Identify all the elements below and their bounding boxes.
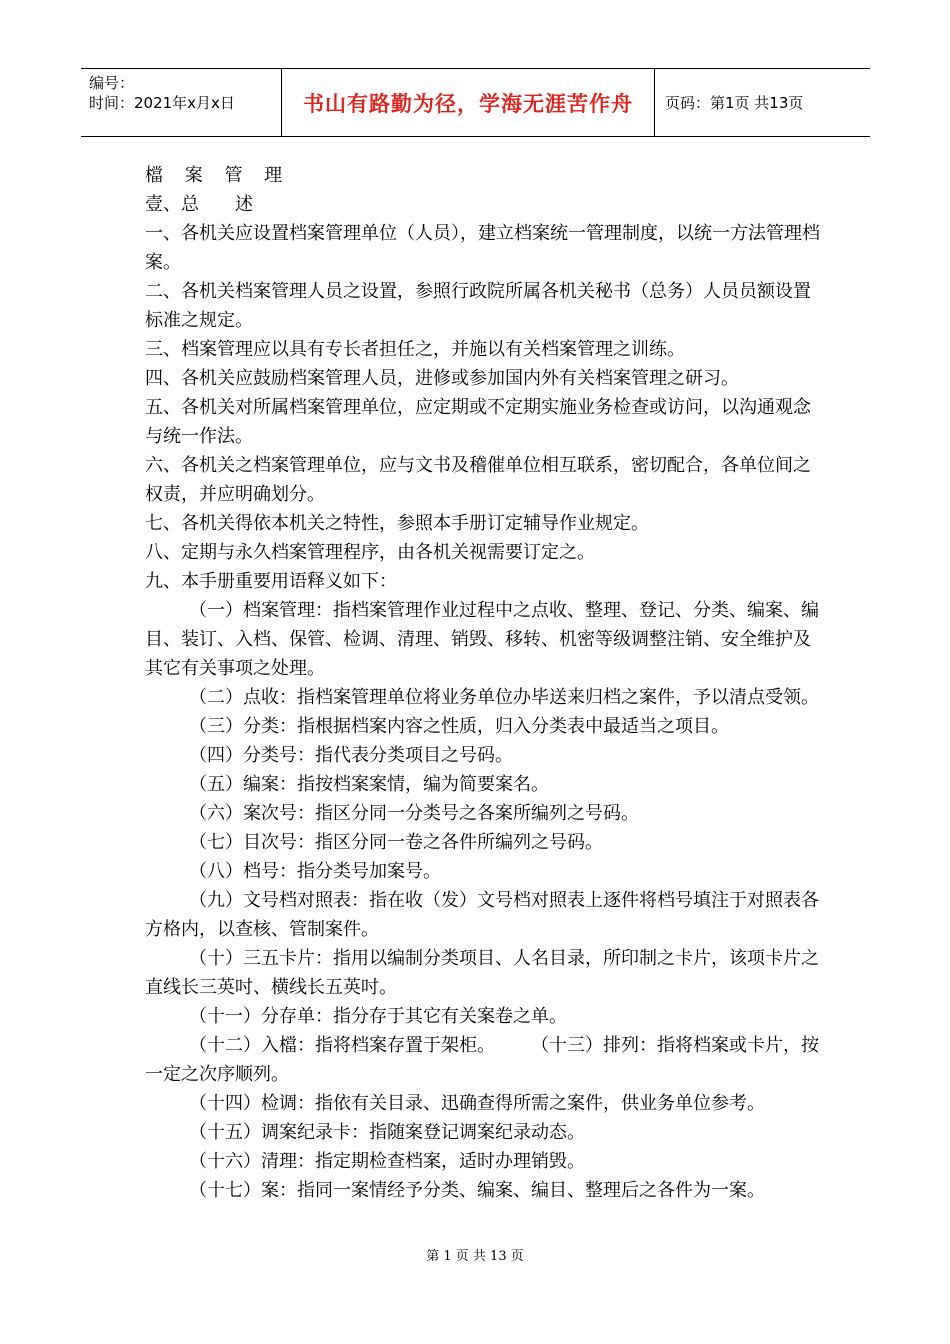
definition-item: （三）分类：指根据档案内容之性质，归入分类表中最适当之项目。	[189, 716, 729, 737]
article-paragraph: 九、本手册重要用语释义如下：	[145, 571, 397, 592]
definition-item: （十六）清理：指定期检查档案，适时办理销毁。	[189, 1151, 585, 1172]
definition-item: （十一）分存单：指分存于其它有关案卷之单。	[189, 1006, 567, 1027]
document-title: 檔 案 管 理	[145, 165, 291, 186]
article-paragraph: 三、档案管理应以具有专长者担任之，并施以有关档案管理之训练。	[145, 339, 685, 360]
section-heading: 壹、总 述	[145, 194, 253, 215]
definition-item: （八）档号：指分类号加案号。	[189, 861, 441, 882]
definition-item: （四）分类号：指代表分类项目之号码。	[189, 745, 513, 766]
document-body	[145, 161, 825, 1205]
header-page-info: 页码：第1页 共13页	[665, 94, 804, 112]
header-meta	[81, 69, 281, 136]
definition-item: （二）点收：指档案管理单位将业务单位办毕送来归档之案件，予以清点受领。	[189, 687, 819, 708]
definition-item: （十五）调案纪录卡：指随案登记调案纪录动态。	[189, 1122, 585, 1143]
article-paragraph: 四、各机关应鼓励档案管理人员，进修或参加国内外有关档案管理之研习。	[145, 368, 739, 389]
definition-item: （六）案次号：指区分同一分类号之各案所编列之号码。	[189, 803, 639, 824]
definition-item: （十七）案：指同一案情经予分类、编案、编目、整理后之各件为一案。	[189, 1180, 765, 1201]
definition-item: （十）三五卡片：指用以编制分类项目、人名目录，所印制之卡片，该项卡片之直线长三英吋、横线长五英吋。	[145, 948, 819, 998]
page-footer: 第 1 页 共 13 页	[426, 1249, 524, 1264]
article-paragraph: 五、各机关对所属档案管理单位，应定期或不定期实施业务检查或访问，以沟通观念与统一作法。	[145, 397, 811, 447]
definition-item: （十二）入檔：指将档案存置于架柜。 （十三）排列：指将档案或卡片，按一定之次序顺列。	[145, 1035, 819, 1085]
definition-item: （七）目次号：指区分同一卷之各件所编列之号码。	[189, 832, 603, 853]
header-motto: 书山有路勤为径，学海无涯苦作舟	[281, 69, 655, 136]
article-paragraph: 二、各机关档案管理人员之设置，参照行政院所属各机关秘书（总务）人员员额设置标准之规定。	[145, 281, 811, 331]
definition-item: （十四）检调：指依有关目录、迅确查得所需之案件，供业务单位参考。	[189, 1093, 765, 1114]
definition-item: （五）编案：指按档案案情，编为简要案名。	[189, 774, 549, 795]
article-paragraph: 六、各机关之档案管理单位，应与文书及稽催单位相互联系，密切配合，各单位间之权责，并应明确划分。	[145, 455, 811, 505]
page-header	[81, 68, 870, 137]
definition-item: （一）档案管理：指档案管理作业过程中之点收、整理、登记、分类、编案、编目、装订、入档、保管、检调、清理、销毁、移转、机密等级调整注销、安全维护及其它有关事项之处理。	[145, 600, 819, 679]
document-number-label: 编号：	[89, 74, 135, 92]
article-paragraph: 八、定期与永久档案管理程序，由各机关视需要订定之。	[145, 542, 595, 563]
article-paragraph: 一、各机关应设置档案管理单位（人员），建立档案统一管理制度，以统一方法管理档案。	[145, 223, 820, 273]
document-date-label: 时间：2021年x月x日	[89, 94, 235, 112]
article-paragraph: 七、各机关得依本机关之特性，参照本手册订定辅导作业规定。	[145, 513, 649, 534]
definition-item: （九）文号档对照表：指在收（发）文号档对照表上逐件将档号填注于对照表各方格内，以查核、管制案件。	[145, 890, 819, 940]
